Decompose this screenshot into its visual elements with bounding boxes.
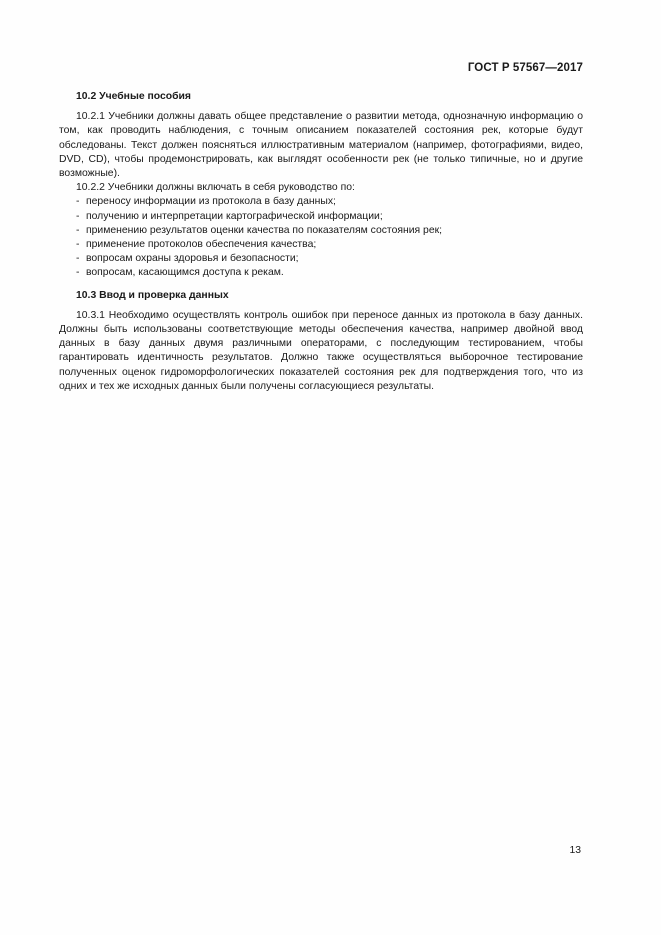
section-heading-10-2: 10.2 Учебные пособия [76,91,191,102]
list-item-text: применению результатов оценки качества по показателям состояния рек; [86,224,443,236]
list-dash: - [76,210,80,222]
document-body [59,90,583,394]
list-dash: - [76,224,80,236]
list-item-text: вопросам охраны здоровья и безопасности; [86,253,299,265]
paragraph-10-3-1: 10.3.1 Необходимо осуществлять контроль ошибок при переносе данных из протокола в базу данных. Должны быть использованы соответствующие методы обеспечения качества, например двойной ввод данных в базу данных двумя различными операторами, с последующим тестированием, чтобы гарантировать идентичность результатов. Должно также осуществляться выборочное тестирование полученных оценок гидроморфологических показателей состояния рек для подтверждения того, что из одних и тех же исходных данных были получены согласующиеся результаты. [59,309,583,392]
document-code: ГОСТ Р 57567—2017 [467,62,583,74]
list-dash: - [76,253,80,265]
page-number: 13 [569,845,581,856]
list-item [59,210,583,224]
list-item [59,224,583,238]
list-dash: - [76,239,80,251]
guide-topics-list [59,195,583,280]
list-dash: - [76,196,80,208]
list-item [59,238,583,252]
list-item-text: переносу информации из протокола в базу данных; [86,196,336,208]
section-heading-10-3: 10.3 Ввод и проверка данных [76,289,229,301]
list-item [59,252,583,266]
list-item-text: применение протоколов обеспечения качества; [86,239,317,251]
list-item-text: получению и интерпретации картографической информации; [86,210,383,222]
list-dash: - [76,267,80,279]
list-item [59,195,583,209]
paragraph-10-2-1: 10.2.1 Учебники должны давать общее представление о развитии метода, однозначную информацию о том, как проводить наблюдения, с точным описанием показателей состояния рек, которые будут обследованы. Текст должен поясняться иллюстративным материалом (например, фотографиями, видео, DVD, CD), чтобы продемонстрировать, как выглядят особенности рек (не только типичные, но и другие возможные). [59,111,583,180]
paragraph-10-2-2: 10.2.2 Учебники должны включать в себя руководство по: [76,182,355,194]
list-item [59,266,583,280]
section-spacer [59,281,583,289]
list-item-text: вопросам, касающимся доступа к рекам. [86,267,284,279]
